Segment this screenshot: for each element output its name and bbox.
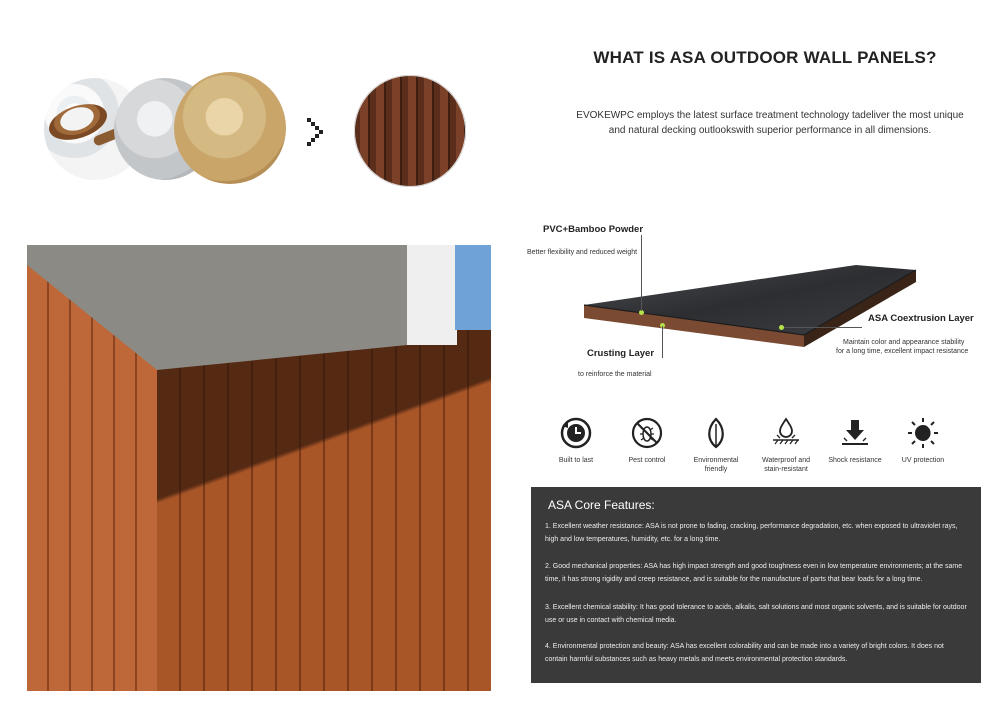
core-feature-item: 2. Good mechanical properties: ASA has high impact strength and good toughness even in low temperature environments; at the same time, it has strong rigidity and creep resistance, and is suitable for the manufacture of parts that bear loads for a long time. <box>545 563 963 583</box>
asa-desc-2: for a long time, excellent impact resistance <box>836 348 969 355</box>
impact-icon <box>838 416 872 450</box>
feature-shock-resistance: Shock resistance <box>820 416 890 465</box>
pvc-desc: Better flexibility and reduced weight <box>527 249 638 256</box>
feature-waterproof: Waterproof and stain-resistant <box>751 416 821 474</box>
core-feature-item: 3. Excellent chemical stability: It has good tolerance to acids, alkalis, salt solutions and most organic solvents, and is suitable for outdoor use or use in contact with chemical media. <box>545 604 967 624</box>
leaf-icon <box>699 416 733 450</box>
core-features-title: ASA Core Features: <box>548 498 655 512</box>
sun-icon <box>906 416 940 450</box>
feature-uv-protection: UV protection <box>888 416 958 465</box>
page-title: WHAT IS ASA OUTDOOR WALL PANELS? <box>593 48 937 67</box>
intro-text: EVOKEWPC employs the latest surface treatment technology tadeliver the most unique and natural decking outlookswith superior performance in all dimensions. <box>576 110 964 136</box>
core-feature-item: 1. Excellent weather resistance: ASA is not prone to fading, cracking, performance degradation, etc. when exposed to ultraviolet rays, high and low temperatures, humidity, etc. for a long time. <box>545 523 958 543</box>
core-features-panel <box>531 487 981 683</box>
water-drop-icon <box>769 416 803 450</box>
wall-panel-photo <box>27 245 491 691</box>
chevron-right-icon <box>307 118 327 148</box>
core-feature-item: 4. Environmental protection and beauty: ASA has excellent colorability and can be made into a variety of bright colors. It does not contain harmful substances such as heavy metals and meets environmental protection standards. <box>545 643 944 663</box>
asa-desc-1: Maintain color and appearance stability <box>843 339 965 346</box>
feature-pest-control: Pest control <box>612 416 682 465</box>
clock-icon <box>559 416 593 450</box>
feature-built-to-last: Built to last <box>541 416 611 465</box>
crust-label: Crusting Layer <box>587 348 655 359</box>
wall-panel-sample-image <box>354 75 466 187</box>
feature-environmental: Environmental friendly <box>681 416 751 474</box>
crust-desc: to reinforce the material <box>578 371 652 378</box>
pvc-label: PVC+Bamboo Powder <box>543 224 644 235</box>
asa-label: ASA Coextrusion Layer <box>868 313 974 324</box>
no-termite-icon <box>630 416 664 450</box>
bamboo-powder-image <box>174 72 286 184</box>
